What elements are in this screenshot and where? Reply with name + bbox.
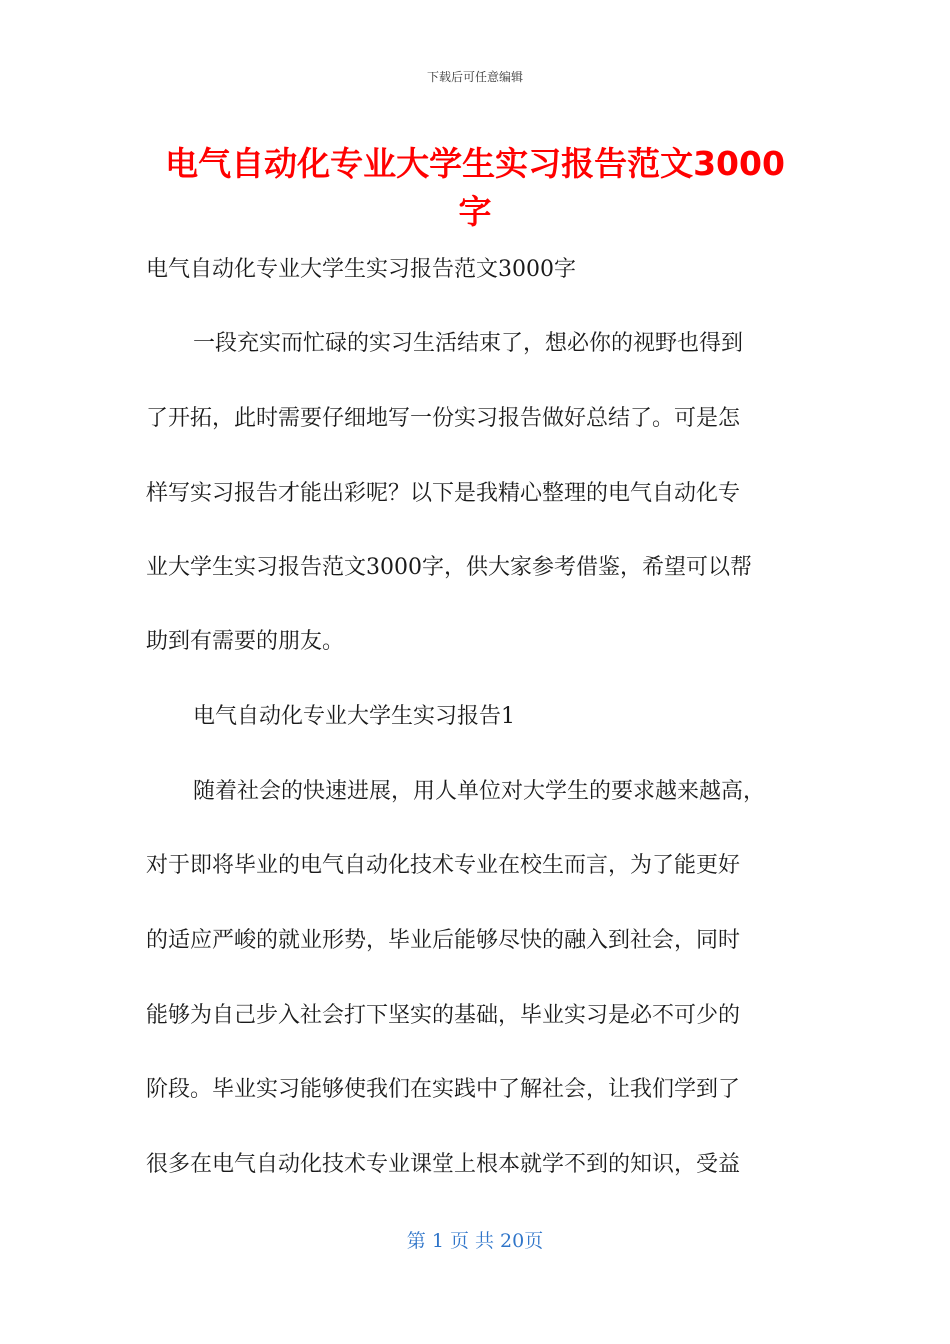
paragraph-line: 对于即将毕业的电气自动化技术专业在校生而言，为了能更好 <box>146 853 741 878</box>
paragraph-line: 的适应严峻的就业形势，毕业后能够尽快的融入到社会，同时 <box>146 928 741 953</box>
paragraph-line: 随着社会的快速进展，用人单位对大学生的要求越来越高， <box>193 779 766 804</box>
paragraph-line: 很多在电气自动化技术专业课堂上根本就学不到的知识，受益 <box>146 1152 741 1177</box>
paragraph-line: 一段充实而忙碌的实习生活结束了，想必你的视野也得到 <box>193 331 744 356</box>
header-note: 下载后可任意编辑 <box>426 70 523 84</box>
paragraph-line: 能够为自己步入社会打下坚实的基础，毕业实习是必不可少的 <box>146 1003 741 1028</box>
paragraph-line: 阶段。毕业实习能够使我们在实践中了解社会，让我们学到了 <box>146 1077 741 1102</box>
paragraph-line: 了开拓，此时需要仔细地写一份实习报告做好总结了。可是怎 <box>146 406 741 431</box>
subtitle-line: 电气自动化专业大学生实习报告范文3000字 <box>146 257 576 282</box>
paragraph-line: 业大学生实习报告范文3000字，供大家参考借鉴，希望可以帮 <box>146 555 752 580</box>
paragraph-line: 助到有需要的朋友。 <box>146 629 345 654</box>
paragraph-line: 样写实习报告才能出彩呢？以下是我精心整理的电气自动化专 <box>146 481 741 506</box>
page-number: 第 1 页 共 20页 <box>406 1230 544 1252</box>
document-title: 电气自动化专业大学生实习报告范文3000字 <box>165 144 785 231</box>
section-heading: 电气自动化专业大学生实习报告1 <box>193 704 515 729</box>
